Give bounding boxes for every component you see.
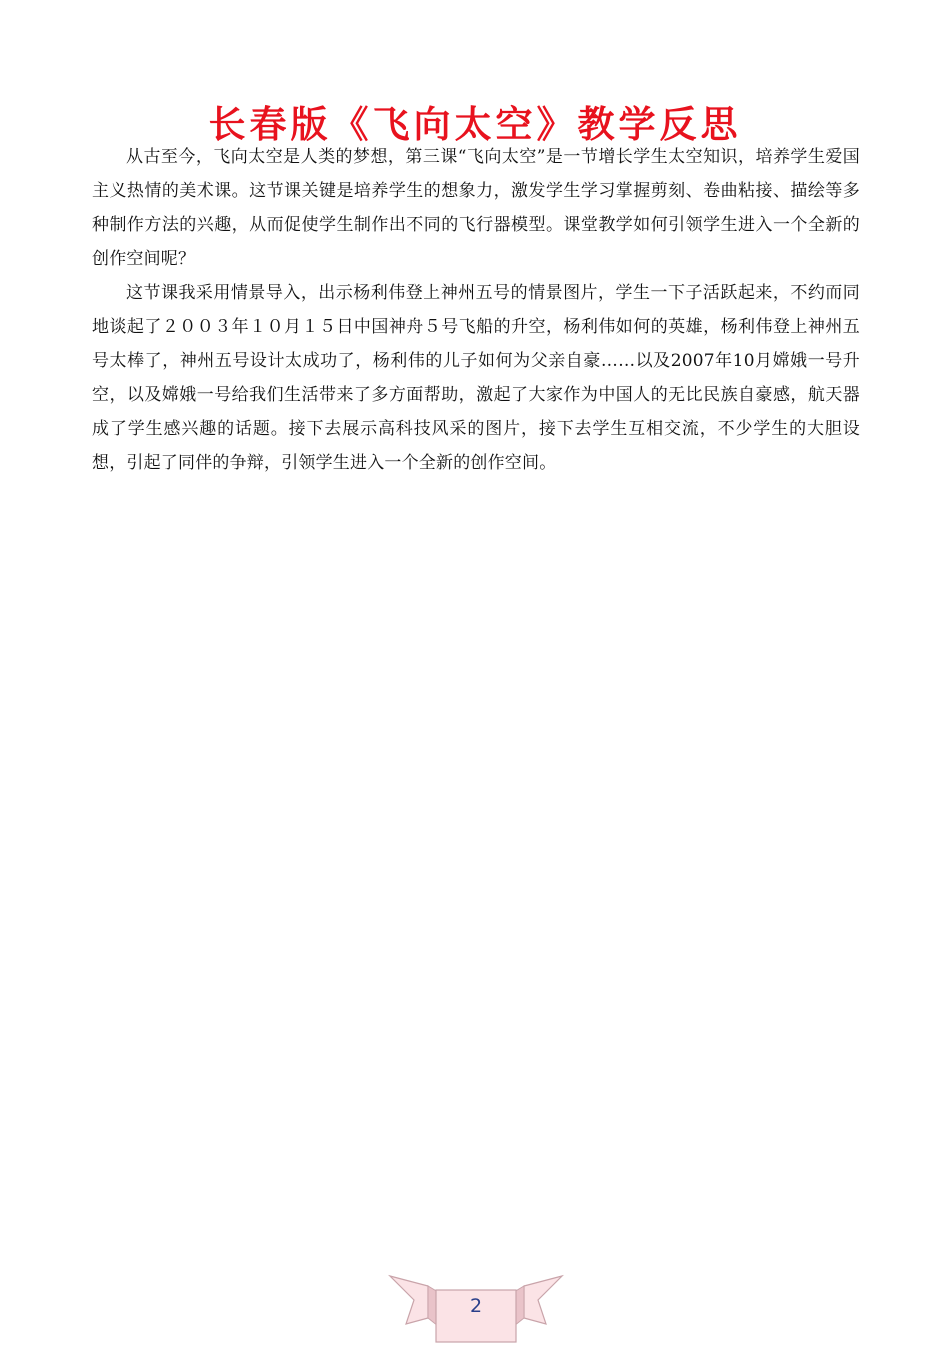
paragraph-2: 这节课我采用情景导入，出示杨利伟登上神州五号的情景图片，学生一下子活跃起来，不约而同地谈起了２００３年１０月１５日中国神舟５号飞船的升空，杨利伟如何的英雄，杨利伟登上神州五号太棒了，神州五号设计太成功了，杨利伟的儿子如何为父亲自豪……以及2007年10月嫦娥一号升空，以及嫦娥一号给我们生活带来了多方面帮助，激起了大家作为中国人的无比民族自豪感，航天器成了学生感兴趣的话题。接下去展示高科技风采的图片，接下去学生互相交流，不少学生的大胆设想，引起了同伴的争辩，引领学生进入一个全新的创作空间。 (92, 283, 860, 473)
paragraph-1: 从古至今，飞向太空是人类的梦想，第三课“飞向太空”是一节增长学生太空知识，培养学生爱国主义热情的美术课。这节课关键是培养学生的想象力，激发学生学习掌握剪刻、卷曲粘接、描绘等多种制作方法的兴趣，从而促使学生制作出不同的飞行器模型。课堂教学如何引领学生进入一个全新的创作空间呢？ (92, 147, 860, 269)
page-number-ribbon (388, 1268, 564, 1344)
document-body (92, 140, 860, 480)
document-title: 长春版《飞向太空》教学反思 (208, 103, 742, 146)
page-number: 2 (469, 1295, 483, 1317)
